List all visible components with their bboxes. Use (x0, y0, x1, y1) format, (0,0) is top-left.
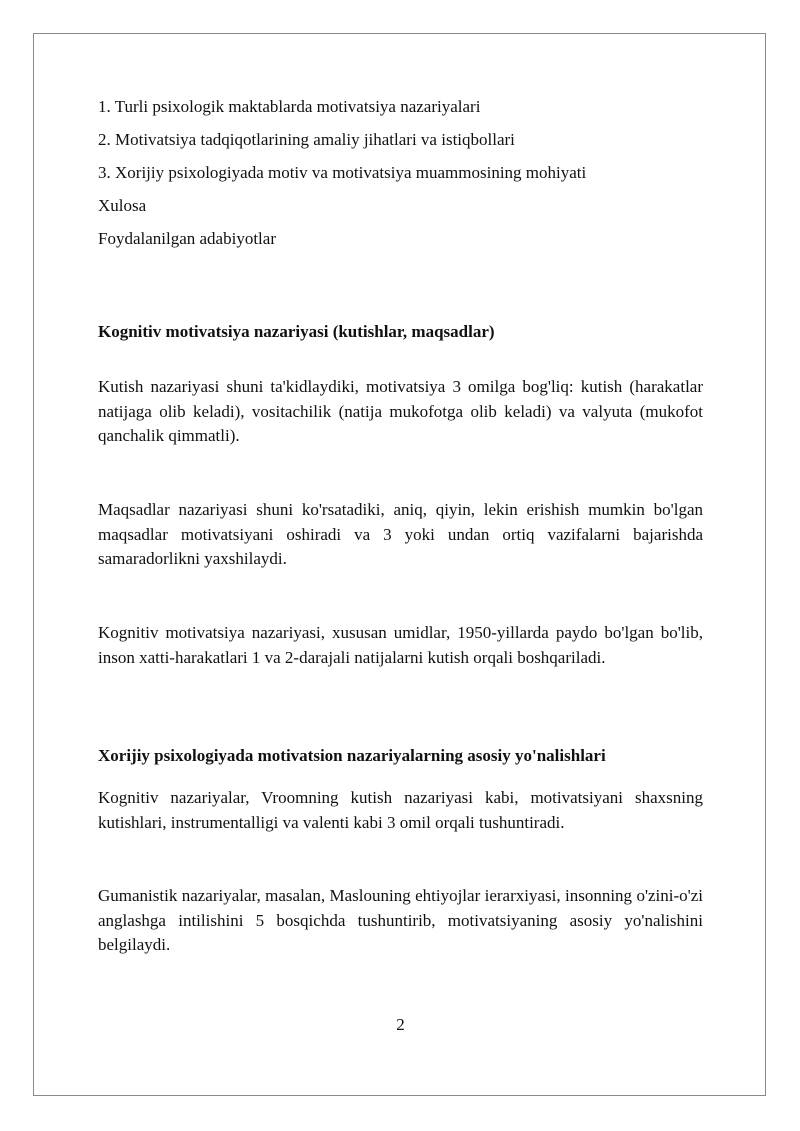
toc-item: 3. Xorijiy psixologiyada motiv va motivatsiya muammosining mohiyati (98, 163, 587, 182)
table-of-contents (98, 96, 703, 261)
paragraph-text: Maqsadlar nazariyasi shuni ko'rsatadiki, aniq, qiyin, lekin erishish mumkin bo'lgan maqsadlar motivatsiyani oshiradi va 3 yoki undan ortiq vazifalarni bajarishda samaradorlikni yaxshilaydi. (98, 500, 703, 568)
paragraph (98, 375, 703, 449)
toc-item: Foydalanilgan adabiyotlar (98, 229, 276, 248)
paragraph (98, 621, 703, 670)
section-heading-foreign: Xorijiy psixologiyada motivatsion nazariyalarning asosiy yo'nalishlari (98, 746, 606, 765)
document-page (33, 33, 766, 1096)
page-number: 2 (396, 1015, 405, 1034)
paragraph-text: Kognitiv motivatsiya nazariyasi, xususan umidlar, 1950-yillarda paydo bo'lgan bo'lib, inson xatti-harakatlari 1 va 2-darajali natijalarni kutish orqali boshqariladi. (98, 623, 703, 667)
paragraph-text: Kognitiv nazariyalar, Vroomning kutish nazariyasi kabi, motivatsiyani shaxsning kutishlari, instrumentalligi va valenti kabi 3 omil orqali tushuntiradi. (98, 788, 703, 832)
paragraph-text: Gumanistik nazariyalar, masalan, Maslouning ehtiyojlar ierarxiyasi, insonning o'zini-o'zi anglashga intilishini 5 bosqichda tushuntirib, motivatsiyaning asosiy yo'nalishini belgilaydi. (98, 886, 703, 954)
paragraph (98, 884, 703, 958)
paragraph (98, 786, 703, 835)
toc-item: 2. Motivatsiya tadqiqotlarining amaliy jihatlari va istiqbollari (98, 130, 515, 149)
paragraph (98, 498, 703, 572)
toc-item: 1. Turli psixologik maktablarda motivatsiya nazariyalari (98, 97, 481, 116)
section-heading-cognitive: Kognitiv motivatsiya nazariyasi (kutishlar, maqsadlar) (98, 322, 495, 341)
toc-item: Xulosa (98, 196, 147, 215)
paragraph-text: Kutish nazariyasi shuni ta'kidlaydiki, motivatsiya 3 omilga bog'liq: kutish (harakatlar natijaga olib keladi), vositachilik (natija mukofotga olib keladi) va valyuta (mukofot qanchalik qimmatli). (98, 377, 703, 445)
